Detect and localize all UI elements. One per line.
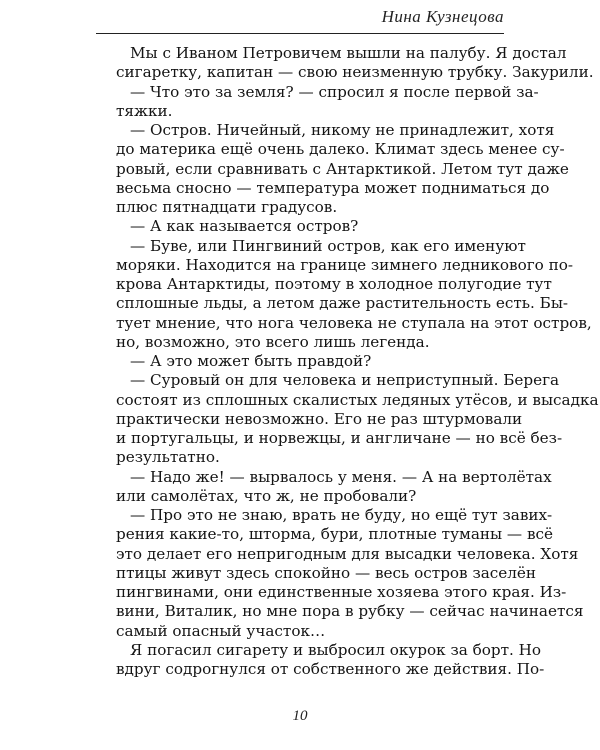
text-line: результатно. bbox=[116, 448, 220, 467]
header-rule bbox=[96, 33, 504, 34]
text-line: практически невозможно. Его не раз штурмовали bbox=[116, 409, 523, 428]
text-line: весьма сносно — температура может подниматься до bbox=[116, 178, 550, 197]
text-line: вини, Виталик, но мне пора в рубку — сейчас начинается bbox=[116, 602, 584, 621]
text-line: вдруг содрогнулся от собственного же действия. По- bbox=[116, 660, 545, 678]
running-header-author: Нина Кузнецова bbox=[381, 7, 504, 26]
text-line: пингвинами, они единственные хозяева этого края. Из- bbox=[116, 583, 567, 601]
text-line: крова Антарктиды, поэтому в холодное полугодие тут bbox=[116, 275, 552, 293]
text-line: это делает его непригодным для высадки человека. Хотя bbox=[116, 544, 579, 563]
text-line: — А как называется остров? bbox=[130, 217, 359, 236]
text-line: но, возможно, это всего лишь легенда. bbox=[116, 332, 430, 351]
text-line: птицы живут здесь спокойно — весь остров заселён bbox=[116, 563, 537, 582]
text-line: или самолётах, что ж, не пробовали? bbox=[116, 486, 417, 505]
text-line: Я погасил сигарету и выбросил окурок за борт. Но bbox=[130, 640, 542, 659]
text-line: сплошные льды, а летом даже растительность есть. Бы- bbox=[116, 294, 569, 313]
text-line: моряки. Находится на границе зимнего ледникового по- bbox=[116, 255, 574, 274]
text-line: ровый, если сравнивать с Антарктикой. Летом тут даже bbox=[116, 159, 569, 178]
text-line: — Про это не знаю, врать не буду, но ещё тут завих- bbox=[130, 506, 553, 524]
text-line: — Буве, или Пингвиний остров, как его именуют bbox=[130, 236, 526, 255]
text-line: сигаретку, капитан — свою неизменную трубку. Закурили. bbox=[116, 63, 594, 82]
text-line: — А это может быть правдой? bbox=[130, 352, 372, 370]
text-line: рения какие-то, шторма, бури, плотные туманы — всё bbox=[116, 525, 553, 544]
text-line: тует мнение, что нога человека не ступала на этот остров, bbox=[116, 313, 592, 332]
text-line: — Что это за земля? — спросил я после первой за- bbox=[130, 82, 539, 101]
page-number: 10 bbox=[292, 708, 308, 724]
text-line: Мы с Иваном Петровичем вышли на палубу. Я достал bbox=[130, 44, 567, 62]
text-line: — Надо же! — вырвалось у меня. — А на вертолётах bbox=[130, 467, 552, 486]
text-line: и португальцы, и норвежцы, и англичане — но всё без- bbox=[116, 429, 563, 447]
text-line: состоят из сплошных скалистых ледяных утёсов, и высадка bbox=[116, 390, 599, 409]
text-line: до материка ещё очень далеко. Климат здесь менее су- bbox=[116, 140, 565, 159]
text-line: самый опасный участок… bbox=[116, 621, 326, 640]
text-line: — Суровый он для человека и неприступный. Берега bbox=[130, 371, 560, 390]
text-line: — Остров. Ничейный, никому не принадлежит, хотя bbox=[130, 121, 555, 139]
text-line: плюс пятнадцати градусов. bbox=[116, 198, 338, 216]
text-line: тяжки. bbox=[116, 101, 173, 120]
body-text bbox=[116, 44, 599, 679]
